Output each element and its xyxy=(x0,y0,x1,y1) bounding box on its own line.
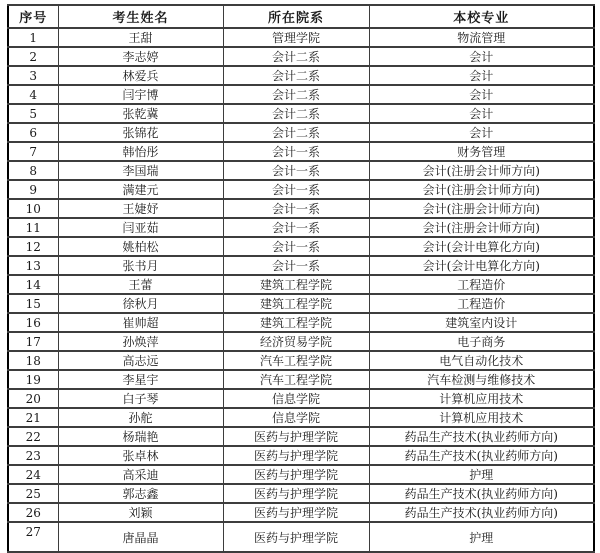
table-row xyxy=(8,408,594,427)
cell-major: 会计(会计电算化方向) xyxy=(369,237,594,256)
cell-department: 信息学院 xyxy=(223,408,369,427)
cell-major: 会计(注册会计师方向) xyxy=(369,199,594,218)
cell-major: 药品生产技术(执业药师方向) xyxy=(369,484,594,503)
cell-major: 会计 xyxy=(369,104,594,123)
cell-name: 闫亚茹 xyxy=(58,218,223,237)
cell-department: 会计一系 xyxy=(223,256,369,275)
cell-department: 医药与护理学院 xyxy=(223,484,369,503)
cell-major: 会计(注册会计师方向) xyxy=(369,180,594,199)
cell-major: 药品生产技术(执业药师方向) xyxy=(369,446,594,465)
column-header-department: 所在院系 xyxy=(223,5,369,28)
cell-index: 9 xyxy=(8,180,58,199)
cell-department: 会计一系 xyxy=(223,161,369,180)
cell-department: 会计一系 xyxy=(223,218,369,237)
cell-department: 医药与护理学院 xyxy=(223,522,369,552)
cell-name: 崔帅超 xyxy=(58,313,223,332)
cell-department: 管理学院 xyxy=(223,28,369,47)
cell-index: 16 xyxy=(8,313,58,332)
table-row xyxy=(8,389,594,408)
cell-name: 王甜 xyxy=(58,28,223,47)
table-row xyxy=(8,351,594,370)
table-body xyxy=(8,28,594,552)
cell-department: 汽车工程学院 xyxy=(223,351,369,370)
cell-name: 李国瑞 xyxy=(58,161,223,180)
cell-department: 建筑工程学院 xyxy=(223,294,369,313)
table-row xyxy=(8,294,594,313)
cell-name: 杨瑞艳 xyxy=(58,427,223,446)
cell-department: 医药与护理学院 xyxy=(223,465,369,484)
table-row xyxy=(8,332,594,351)
cell-major: 电子商务 xyxy=(369,332,594,351)
cell-name: 张乾冀 xyxy=(58,104,223,123)
cell-name: 刘颖 xyxy=(58,503,223,522)
cell-department: 经济贸易学院 xyxy=(223,332,369,351)
cell-name: 李志婷 xyxy=(58,47,223,66)
table-row xyxy=(8,256,594,275)
table-row xyxy=(8,522,594,552)
cell-name: 林爱兵 xyxy=(58,66,223,85)
cell-name: 郭志鑫 xyxy=(58,484,223,503)
cell-major: 建筑室内设计 xyxy=(369,313,594,332)
cell-department: 会计二系 xyxy=(223,47,369,66)
cell-index: 21 xyxy=(8,408,58,427)
table-row xyxy=(8,427,594,446)
table-row xyxy=(8,446,594,465)
cell-index: 6 xyxy=(8,123,58,142)
cell-name: 徐秋月 xyxy=(58,294,223,313)
cell-index: 1 xyxy=(8,28,58,47)
table-row xyxy=(8,180,594,199)
cell-department: 会计二系 xyxy=(223,123,369,142)
cell-department: 会计一系 xyxy=(223,237,369,256)
cell-department: 建筑工程学院 xyxy=(223,313,369,332)
cell-major: 计算机应用技术 xyxy=(369,389,594,408)
table-row xyxy=(8,47,594,66)
table-row xyxy=(8,123,594,142)
cell-major: 电气自动化技术 xyxy=(369,351,594,370)
cell-name: 高志远 xyxy=(58,351,223,370)
cell-department: 会计二系 xyxy=(223,85,369,104)
cell-index: 5 xyxy=(8,104,58,123)
candidate-roster-table xyxy=(7,4,595,553)
cell-index: 14 xyxy=(8,275,58,294)
table-row xyxy=(8,503,594,522)
cell-major: 汽车检测与维修技术 xyxy=(369,370,594,389)
cell-department: 医药与护理学院 xyxy=(223,446,369,465)
cell-name: 唐晶晶 xyxy=(58,522,223,552)
cell-major: 财务管理 xyxy=(369,142,594,161)
cell-major: 会计(会计电算化方向) xyxy=(369,256,594,275)
cell-index: 23 xyxy=(8,446,58,465)
cell-index: 13 xyxy=(8,256,58,275)
cell-department: 医药与护理学院 xyxy=(223,503,369,522)
cell-name: 李星宇 xyxy=(58,370,223,389)
cell-department: 会计一系 xyxy=(223,142,369,161)
cell-index: 11 xyxy=(8,218,58,237)
table-row xyxy=(8,275,594,294)
header-row xyxy=(8,5,594,28)
column-header-name: 考生姓名 xyxy=(58,5,223,28)
cell-index: 10 xyxy=(8,199,58,218)
table-row xyxy=(8,465,594,484)
cell-index: 18 xyxy=(8,351,58,370)
table-row xyxy=(8,237,594,256)
cell-name: 姚柏松 xyxy=(58,237,223,256)
cell-index: 12 xyxy=(8,237,58,256)
cell-department: 会计一系 xyxy=(223,180,369,199)
cell-major: 会计 xyxy=(369,85,594,104)
cell-major: 药品生产技术(执业药师方向) xyxy=(369,427,594,446)
cell-major: 护理 xyxy=(369,465,594,484)
table-row xyxy=(8,313,594,332)
cell-major: 会计 xyxy=(369,47,594,66)
cell-department: 汽车工程学院 xyxy=(223,370,369,389)
cell-index: 26 xyxy=(8,503,58,522)
cell-index: 25 xyxy=(8,484,58,503)
table-row xyxy=(8,142,594,161)
cell-major: 工程造价 xyxy=(369,275,594,294)
table-row xyxy=(8,370,594,389)
cell-major: 会计 xyxy=(369,66,594,85)
cell-major: 会计(注册会计师方向) xyxy=(369,161,594,180)
cell-index: 27 xyxy=(8,522,58,552)
column-header-major: 本校专业 xyxy=(369,5,594,28)
cell-name: 王蕾 xyxy=(58,275,223,294)
cell-index: 17 xyxy=(8,332,58,351)
cell-department: 会计一系 xyxy=(223,199,369,218)
cell-major: 护理 xyxy=(369,522,594,552)
cell-index: 20 xyxy=(8,389,58,408)
table-row xyxy=(8,85,594,104)
cell-department: 建筑工程学院 xyxy=(223,275,369,294)
cell-index: 4 xyxy=(8,85,58,104)
table-row xyxy=(8,484,594,503)
cell-name: 王婕妤 xyxy=(58,199,223,218)
cell-name: 满建元 xyxy=(58,180,223,199)
cell-index: 8 xyxy=(8,161,58,180)
table-row xyxy=(8,161,594,180)
cell-department: 会计二系 xyxy=(223,66,369,85)
cell-major: 药品生产技术(执业药师方向) xyxy=(369,503,594,522)
cell-name: 高采迪 xyxy=(58,465,223,484)
cell-index: 2 xyxy=(8,47,58,66)
cell-name: 张书月 xyxy=(58,256,223,275)
cell-name: 韩怡彤 xyxy=(58,142,223,161)
table-header xyxy=(8,5,594,28)
table-row xyxy=(8,28,594,47)
cell-major: 计算机应用技术 xyxy=(369,408,594,427)
cell-index: 7 xyxy=(8,142,58,161)
cell-name: 白子琴 xyxy=(58,389,223,408)
cell-department: 会计二系 xyxy=(223,104,369,123)
cell-name: 张卓林 xyxy=(58,446,223,465)
cell-name: 张锦花 xyxy=(58,123,223,142)
cell-department: 医药与护理学院 xyxy=(223,427,369,446)
candidate-table-container xyxy=(7,4,595,553)
cell-department: 信息学院 xyxy=(223,389,369,408)
cell-major: 会计 xyxy=(369,123,594,142)
table-row xyxy=(8,218,594,237)
cell-name: 闫宇博 xyxy=(58,85,223,104)
cell-name: 孙舵 xyxy=(58,408,223,427)
table-row xyxy=(8,199,594,218)
cell-index: 15 xyxy=(8,294,58,313)
cell-major: 工程造价 xyxy=(369,294,594,313)
table-row xyxy=(8,104,594,123)
cell-index: 19 xyxy=(8,370,58,389)
cell-index: 24 xyxy=(8,465,58,484)
table-row xyxy=(8,66,594,85)
column-header-index: 序号 xyxy=(8,5,58,28)
cell-name: 孙焕萍 xyxy=(58,332,223,351)
cell-index: 3 xyxy=(8,66,58,85)
cell-index: 22 xyxy=(8,427,58,446)
cell-major: 会计(注册会计师方向) xyxy=(369,218,594,237)
cell-major: 物流管理 xyxy=(369,28,594,47)
